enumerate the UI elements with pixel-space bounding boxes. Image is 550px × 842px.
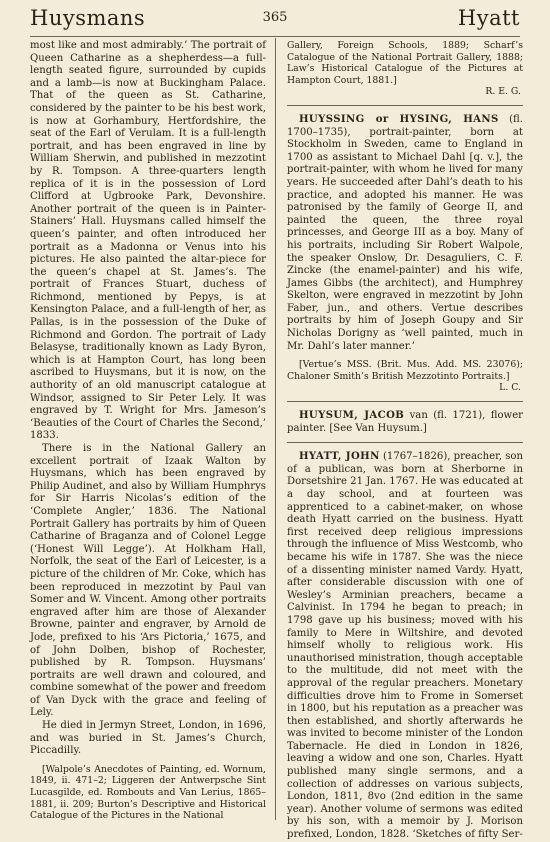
entry-headword: HUYSSING or HYSING, HANS [299,113,499,125]
references-text: Gallery, Foreign Schools, 1889; Scharf’s Catalogue of the National Portrait Gallery, 1888; Law’s Historical Catalogue of the Pictures at Hampton Court, 1881.] [287,40,523,86]
column-divider [275,38,276,820]
entry-huysum [287,410,523,435]
body-paragraph: He died in Jermyn Street, London, in 1696, and was buried in St. James’s Church, Piccadilly. [30,720,266,757]
entry-huyssing [287,114,523,353]
entry-headword: HUYSUM, JACOB [299,410,405,422]
entry-headword: HYATT, JOHN [299,451,380,463]
page-number: 365 [262,10,288,25]
body-paragraph: most like and most admirably.’ The portrait of Queen Catharine as a shepherdess—a full-length seated figure, surrounded by cupids and a lamb—is now at Buckingham Palace. That of the queen as St. Catharine, considered by the painter to be his best work, is now at Gorhambury, Hertfordshire, the seat of the Earl of Verulam. It is a full-length portrait, and has been engraved in line by William Sherwin, and published in mezzotint by R. Tompson. A three-quarters length replica of it is in the possession of Lord Clifford at Ugbrooke Park, Devonshire. Another portrait of the queen is in Painter-Stainers’ Hall. Huysmans called himself the queen’s painter, and often introduced her portrait as a Madonna or Venus into his pictures. He also painted the altar-piece for the queen’s chapel at St. James’s. The portrait of Frances Stuart, duchess of Richmond, mentioned by Pepys, is at Kensington Palace, and a full-length of her, as Pallas, is in the possession of the Duke of Richmond and Gordon. The portrait of Lady Belasyse, traditionally known as Lady Byron, which is at Hampton Court, has long been ascribed to Huysmans, but it is now, on the authority of an old manuscript catalogue at Windsor, assigned to Sir Peter Lely. It was engraved by T. Wright for Mrs. Jameson’s ‘Beauties of the Court of Charles the Second,’ 1833. [30,40,266,442]
left-column [30,40,266,822]
entry-text: van (fl. 1721), flower painter. [See Van Huysum.] [287,410,523,434]
right-column [287,40,523,842]
entry-divider [287,401,523,402]
entry-text: (fl. 1700–1735), portrait-painter, born at Stockholm in Sweden, came to England in 1700 as assistant to Michael Dahl [q. v.], the portrait-painter, with whom he lived for many years. He succeeded after Dahl’s death to his practice, and adopted his manner. He was patronised by the family of George II, and painted the queen, the three royal princesses, and George III as a boy. Many of his portraits, including Sir Robert Walpole, the speaker Onslow, Dr. Desaguliers, C. F. Zincke (the enamel-painter) and his wife, James Gibbs (the architect), and Humphrey Skelton, were engraved in mezzotint by John Faber, jun., and others. Vertue describes portraits by him of Joseph Goupy and Sir Nicholas Dorigny as ‘well painted, much in Mr. Dahl’s later manner.’ [287,113,523,352]
entry-divider [287,105,523,106]
header-divider [30,36,520,37]
author-signature: L. C. [499,382,521,394]
author-signature: R. E. G. [485,86,521,98]
references-continued [287,40,523,86]
header-right-title: Hyatt [457,6,520,30]
entry-divider [287,442,523,443]
body-paragraph: There is in the National Gallery an excellent portrait of Izaak Walton by Huysmans, which has been engraved by Philip Audinet, and also by William Humphrys for Sir Harris Nicolas’s edition of the ‘Complete Angler,’ 1836. The National Portrait Gallery has portraits by him of Queen Catharine of Braganza and of Colonel Legge (‘Honest Will Legge’). At Holkham Hall, Norfolk, the seat of the Earl of Leicester, is a picture of the children of Mr. Coke, which has been reproduced in mezzotint by Paul van Somer and W. Vincent. Among other portraits engraved after him are those of Alexander Browne, painter and engraver, by Arnold de Jode, prefixed to his ‘Ars Pictoria,’ 1675, and of John Dolben, bishop of Rochester, published by R. Tompson. Huysmans’ portraits are well drawn and coloured, and combine somewhat of the power and freedom of Van Dyck with the grace and feeling of Lely. [30,443,266,719]
running-header [30,6,520,38]
entry-text: (1767–1826), preacher, son of a publican, was born at Sherborne in Dorsetshire 21 Jan. 1767. He was educated at a day school, and at fourteen was apprenticed to a cabinet-maker, on whose death Hyatt carried on the business. Hyatt first received deep religious impressions through the influence of Miss Westcomb, who became his wife in 1787. She was the niece of a dissenting minister named Vardy. Hyatt, after considerable discussion with one of Wesley’s Arminian preachers, became a Calvinist. In 1794 he began to preach; in 1798 gave up his business; moved with his family to Mere in Wiltshire, and devoted himself wholly to religious work. His unauthorised ministration, though acceptable to the multitude, did not meet with the approval of the regular preachers. Monetary difficulties drove him to Frome in Somerset in 1800, but his reputation as a preacher was then established, and shortly afterwards he was invited to become minister of the London Tabernacle. He died in London in 1826, leaving a widow and one son, Charles. Hyatt published many single sermons, and a collection of addresses on various subjects, London, 1811, 8vo (2nd edition in the same year). Another volume of sermons was edited by his son, with a memoir by J. Morison prefixed, London, 1828. ‘Sketches of fifty Ser- [287,451,523,841]
references: [Vertue’s MSS. (Brit. Mus. Add. MS. 23076); Chaloner Smith’s British Mezzotinto Portraits.] [287,359,523,382]
entry-hyatt [287,451,523,841]
references: [Walpole’s Anecdotes of Painting, ed. Wornum, 1849, ii. 471–2; Liggeren der Antwerpsche Sint Lucasgilde, ed. Rombouts and Van Lerius, 1865–1881, ii. 209; Burton’s Descriptive and Historical Catalogue of the Pictures in the National [30,763,266,822]
header-left-title: Huysmans [30,6,146,30]
